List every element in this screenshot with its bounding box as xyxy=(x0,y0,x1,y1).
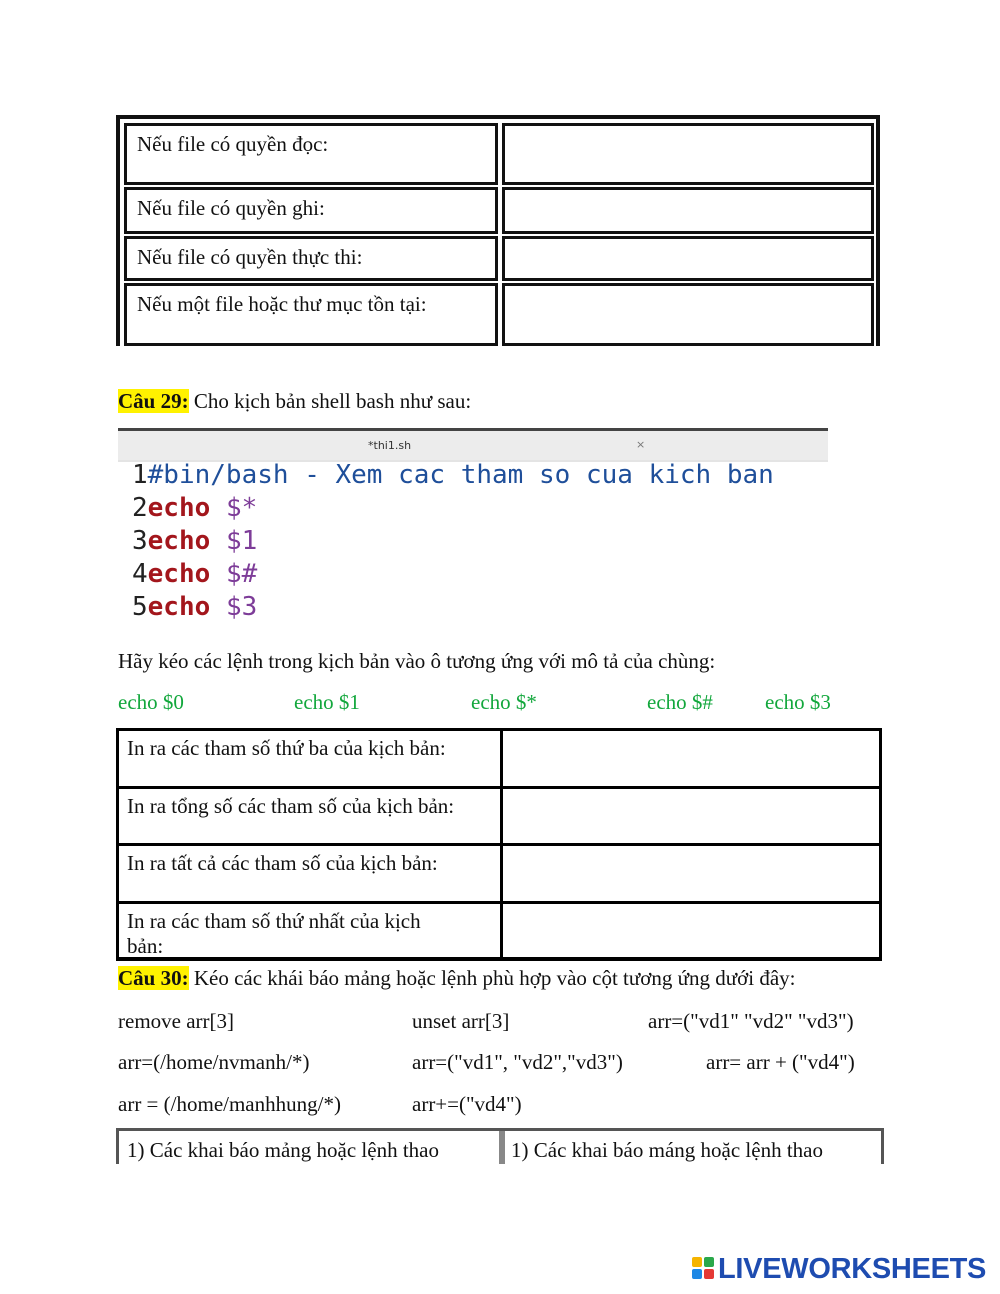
code-line: 5echo $3 xyxy=(132,592,258,622)
question-label: Câu 29: xyxy=(118,389,189,413)
answer-drop-zone[interactable] xyxy=(506,846,879,901)
drag-option[interactable]: arr = (/home/manhhung/*) xyxy=(118,1092,341,1116)
drag-option[interactable]: echo $1 xyxy=(294,690,360,714)
table-row xyxy=(116,843,882,901)
answer-drop-zone[interactable] xyxy=(506,904,879,957)
question-30-header xyxy=(118,966,795,991)
drag-option[interactable]: arr=(/home/nvmanh/*) xyxy=(118,1050,310,1074)
answer-drop-zone[interactable] xyxy=(502,123,874,185)
code-editor-screenshot xyxy=(118,428,828,632)
question-29-instruction: Hãy kéo các lệnh trong kịch bản vào ô tương ứng với mô tả của chùng: xyxy=(118,649,716,673)
column-header: 1) Các khai báo máng hoặc lệnh thao xyxy=(511,1138,823,1162)
code-line: 3echo $1 xyxy=(132,526,258,556)
answer-drop-zone[interactable] xyxy=(502,236,874,281)
question-label: Câu 30: xyxy=(118,966,189,990)
drag-option[interactable]: echo $* xyxy=(471,690,537,714)
editor-tab-name: *thi1.sh xyxy=(368,439,412,452)
column-header: 1) Các khai báo mảng hoặc lệnh thao xyxy=(127,1138,439,1162)
column-divider xyxy=(499,1131,505,1164)
drag-option[interactable]: arr+=("vd4") xyxy=(412,1092,522,1116)
permissions-table xyxy=(116,115,880,346)
question-text: Cho kịch bản shell bash như sau: xyxy=(193,389,472,413)
code-line: 4echo $# xyxy=(132,559,258,589)
table-row xyxy=(116,786,882,843)
brand-icon xyxy=(692,1257,714,1279)
parameters-table xyxy=(116,728,882,961)
question-29-header xyxy=(118,389,471,414)
drag-option[interactable]: echo $3 xyxy=(765,690,831,714)
code-line: 1#bin/bash - Xem cac tham so cua kich ban xyxy=(132,460,774,490)
drag-option[interactable]: arr=("vd1" "vd2" "vd3") xyxy=(648,1009,854,1033)
table-row-label: Nếu file có quyền đọc: xyxy=(124,123,498,185)
answer-drop-zone[interactable] xyxy=(502,187,874,234)
code-line: 2echo $* xyxy=(132,493,258,523)
brand-name: LIVEWORKSHEETS xyxy=(718,1253,987,1285)
drag-option[interactable]: arr= arr + ("vd4") xyxy=(706,1050,855,1074)
table-row xyxy=(116,728,882,786)
drag-option[interactable]: remove arr[3] xyxy=(118,1009,235,1033)
drag-option[interactable]: arr=("vd1", "vd2","vd3") xyxy=(412,1050,623,1074)
drag-option[interactable]: echo $# xyxy=(647,690,713,714)
table-row xyxy=(116,901,882,961)
drag-option[interactable]: echo $0 xyxy=(118,690,184,714)
editor-tab-bar xyxy=(118,428,828,462)
answer-drop-zone[interactable] xyxy=(506,789,879,843)
table-row-label: Nếu file có quyền ghi: xyxy=(124,187,498,234)
array-columns-table xyxy=(116,1128,884,1164)
drag-option[interactable]: unset arr[3] xyxy=(412,1009,510,1033)
close-icon: × xyxy=(636,438,646,451)
table-row-label: In ra tổng số các tham số của kịch bản: xyxy=(119,789,503,843)
answer-drop-zone[interactable] xyxy=(506,731,879,786)
answer-drop-zone[interactable] xyxy=(502,283,874,346)
table-row-label: Nếu một file hoặc thư mục tồn tại: xyxy=(124,283,498,346)
table-row-label: In ra các tham số thứ nhất của kịch bản: xyxy=(119,904,503,957)
table-row-label: In ra các tham số thứ ba của kịch bản: xyxy=(119,731,503,786)
table-row-label: Nếu file có quyền thực thi: xyxy=(124,236,498,281)
question-text: Kéo các khái báo mảng hoặc lệnh phù hợp vào cột tương ứng dưới đây: xyxy=(193,966,796,990)
table-row-label: In ra tất cả các tham số của kịch bản: xyxy=(119,846,503,901)
